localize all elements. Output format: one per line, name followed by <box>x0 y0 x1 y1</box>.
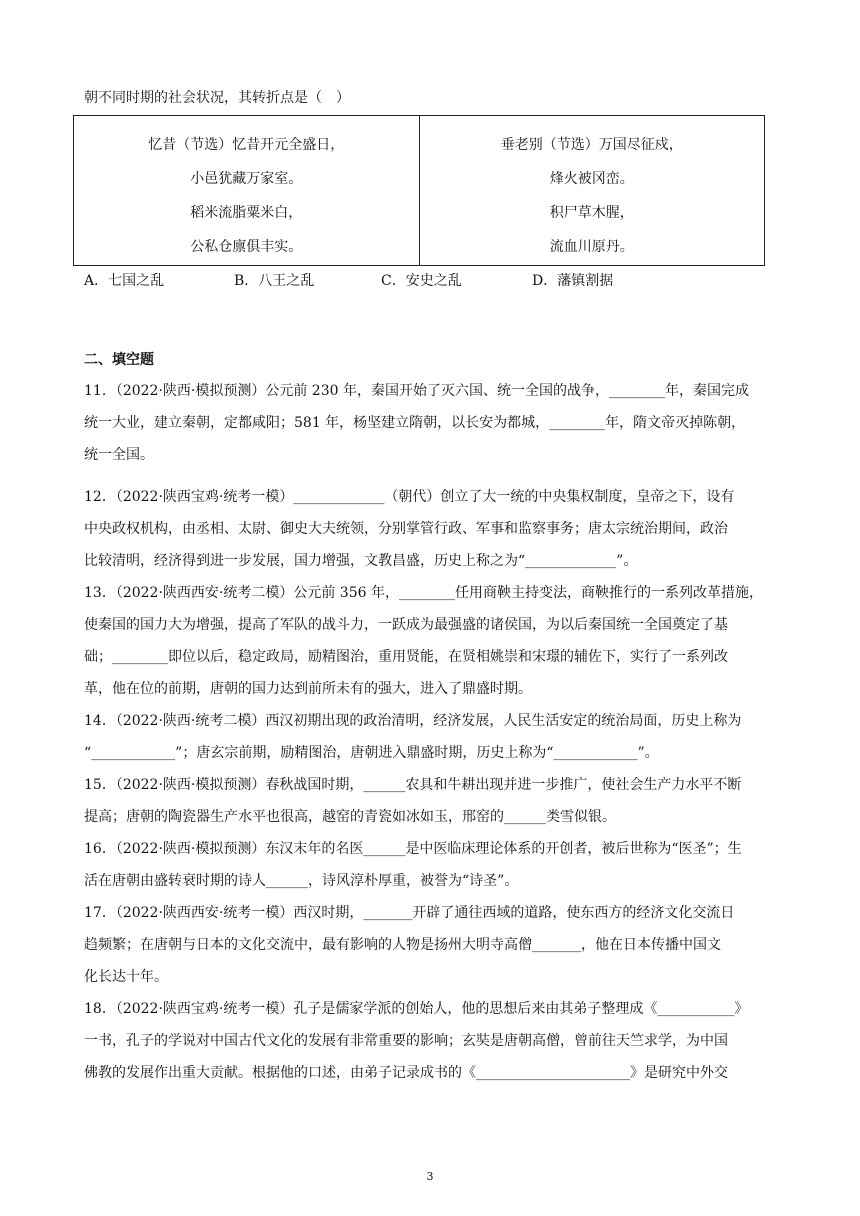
question-line: 比较清明，经济得到进一步发展，国力增强，文教昌盛，历史上称之为“_____________”。 <box>84 553 638 569</box>
question-18 <box>84 999 774 1095</box>
poem-right-line: 烽火被冈峦。 <box>549 171 634 187</box>
question-line: 一书，孔子的学说对中国古代文化的发展有非常重要的影响；玄奘是唐朝高僧，曾前往天竺求学，为中国 <box>84 1033 728 1049</box>
question-line: 18．（2022·陕西宝鸡·统考一模）孔子是儒家学派的创始人，他的思想后来由其弟子整理成《___________》 <box>84 1001 749 1017</box>
question-12 <box>84 487 774 583</box>
question-line: “____________”；唐玄宗前期，励精图治，唐朝进入鼎盛时期，历史上称为“____________”。 <box>84 745 659 761</box>
question-17 <box>84 903 774 999</box>
question-13 <box>84 583 774 711</box>
question-line: 础；________即位以后，稳定政局，励精图治，重用贤能，在贤相姚崇和宋璟的辅佐下，实行了一系列改 <box>84 649 728 665</box>
question-line: 17．（2022·陕西西安·统考一模）西汉时期，_______开辟了通往西域的道路，使东西方的经济文化交流日 <box>84 905 735 921</box>
poem-left-line: 公私仓廪俱丰实。 <box>190 239 303 255</box>
question-line: 15．（2022·陕西·模拟预测）春秋战国时期，______农具和牛耕出现并进一步推广，使社会生产力水平不断 <box>84 777 742 793</box>
option-b: B．八王之乱 <box>234 273 315 289</box>
question-line: 14．（2022·陕西·统考二模）西汉初期出现的政治清明，经济发展，人民生活安定的统治局面，历史上称为 <box>84 713 742 729</box>
poem-right-line: 积尸草木腥， <box>549 205 634 221</box>
question-line: 化长达十年。 <box>84 969 168 985</box>
question-14 <box>84 711 774 775</box>
question-line: 16．（2022·陕西·模拟预测）东汉末年的名医______是中医临床理论体系的开创者，被后世称为“医圣”；生 <box>84 841 742 857</box>
poem-left-line: 忆昔（节选）忆昔开元全盛日， <box>148 137 345 153</box>
question-line: 活在唐朝由盛转衰时期的诗人______，诗风淳朴厚重，被誉为“诗圣”。 <box>84 873 519 889</box>
question-10-intro: 朝不同时期的社会状况，其转折点是（ ） <box>84 90 350 106</box>
page-number: 3 <box>426 1170 434 1183</box>
question-line: 13．（2022·陕西西安·统考二模）公元前 356 年，________任用商鞅主持变法，商鞅推行的一系列改革措施， <box>84 585 763 601</box>
poem-right-line: 流血川原丹。 <box>549 239 634 255</box>
question-line: 统一全国。 <box>84 447 154 463</box>
poem-left-cell <box>74 116 420 266</box>
question-line: 中央政权机构，由丞相、太尉、御史大夫统领，分别掌管行政、军事和监察事务；唐太宗统治期间，政治 <box>84 521 728 537</box>
question-15 <box>84 775 774 839</box>
section-heading: 二、填空题 <box>84 352 154 368</box>
question-line: 使秦国的国力大为增强，提高了军队的战斗力，一跃成为最强盛的诸侯国，为以后秦国统一全国奠定了基 <box>84 617 728 633</box>
question-11 <box>84 381 774 477</box>
question-line: 提高；唐朝的陶瓷器生产水平也很高，越窑的青瓷如冰如玉，邢窑的______类雪似银。 <box>84 809 616 825</box>
question-line: 革，他在位的前期，唐朝的国力达到前所未有的强大，进入了鼎盛时期。 <box>84 681 532 697</box>
question-line: 12．（2022·陕西宝鸡·统考一模）_____________（朝代）创立了大一统的中央集权制度，皇帝之下，设有 <box>84 489 735 505</box>
option-c: C．安史之乱 <box>381 273 462 289</box>
option-d: D．藩镇割据 <box>532 273 614 289</box>
poem-left-line: 稻米流脂粟米白， <box>190 205 303 221</box>
question-line: 统一大业，建立秦朝，定都咸阳；581 年，杨坚建立隋朝，以长安为都城，________年，隋文帝灭掉陈朝， <box>84 415 746 431</box>
question-line: 11．（2022·陕西·模拟预测）公元前 230 年，秦国开始了灭六国、统一全国的战争，________年，秦国完成 <box>84 383 749 399</box>
question-line: 趋频繁；在唐朝与日本的文化交流中，最有影响的人物是扬州大明寺高僧_______，他在日本传播中国文 <box>84 937 721 953</box>
poem-right-line: 垂老别（节选）万国尽征戍， <box>500 137 683 153</box>
poem-comparison-table <box>73 115 765 266</box>
question-16 <box>84 839 774 903</box>
option-a: A．七国之乱 <box>84 273 165 289</box>
question-line: 佛教的发展作出重大贡献。根据他的口述，由弟子记录成书的《______________________》是研究中外交 <box>84 1065 728 1081</box>
poem-right-cell <box>419 116 765 266</box>
poem-left-line: 小邑犹藏万家室。 <box>190 171 303 187</box>
